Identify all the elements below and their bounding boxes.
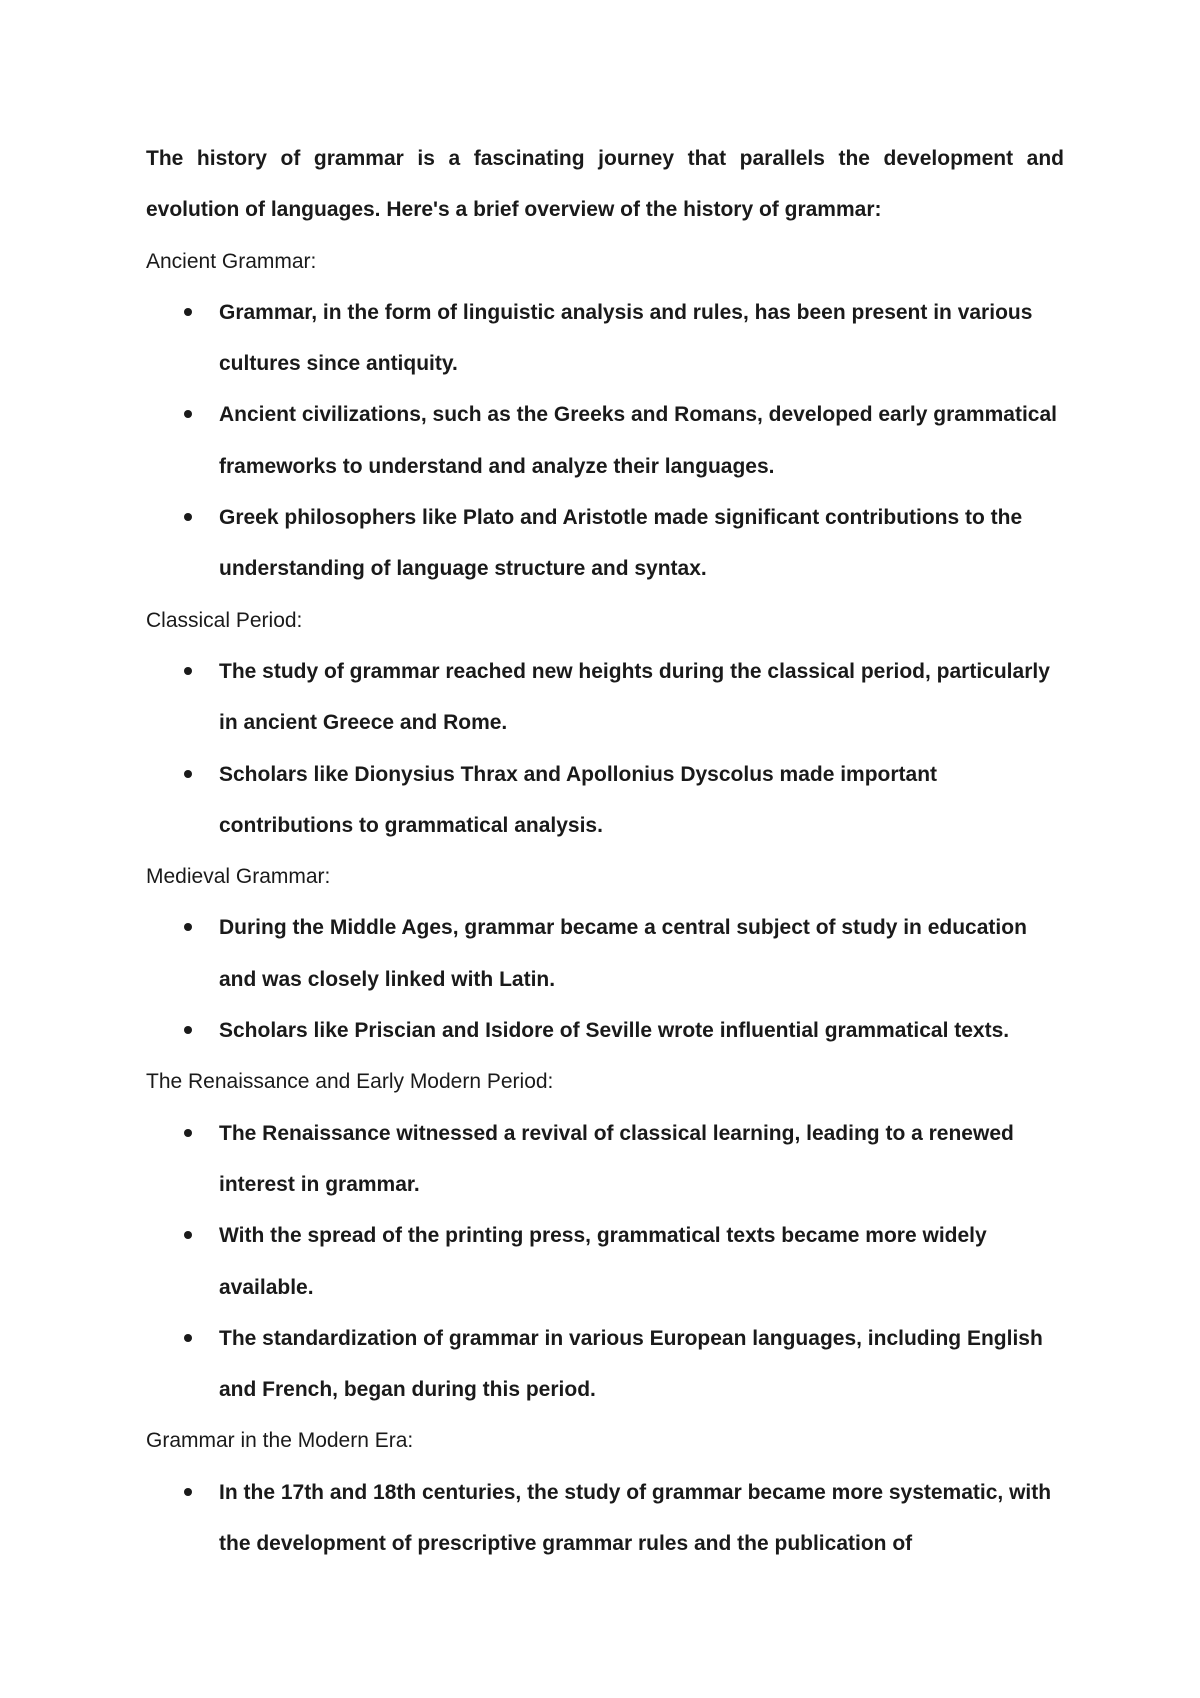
list-item bbox=[146, 1005, 1064, 1056]
list-item bbox=[146, 902, 1064, 1005]
bullet-icon bbox=[184, 667, 192, 675]
list-item-text: Scholars like Dionysius Thrax and Apollonius Dyscolus made important contributions to grammatical analysis. bbox=[219, 762, 938, 837]
bullet-list-medieval-grammar bbox=[146, 902, 1064, 1056]
list-item-text: Greek philosophers like Plato and Aristotle made significant contributions to the understanding of language structure and syntax. bbox=[219, 506, 1023, 581]
bullet-icon bbox=[184, 1026, 192, 1034]
list-item bbox=[146, 1210, 1064, 1313]
bullet-list-ancient-grammar bbox=[146, 287, 1064, 595]
intro-paragraph: The history of grammar is a fascinating journey that parallels the development and evolution of languages. Here's a brief overview of the history of grammar: bbox=[146, 147, 1064, 222]
bullet-icon bbox=[184, 1231, 192, 1239]
section-heading-renaissance: The Renaissance and Early Modern Period: bbox=[146, 1070, 554, 1094]
list-item-text: The study of grammar reached new heights during the classical period, particularly in ancient Greece and Rome. bbox=[219, 659, 1050, 735]
list-item-text: Grammar, in the form of linguistic analysis and rules, has been present in various cultures since antiquity. bbox=[219, 300, 1033, 376]
section-heading-modern-era: Grammar in the Modern Era: bbox=[146, 1429, 414, 1453]
bullet-icon bbox=[184, 1488, 192, 1496]
list-item-text: In the 17th and 18th centuries, the study of grammar became more systematic, with the development of prescriptive grammar rules and the publication of bbox=[219, 1480, 1052, 1556]
bullet-list-classical-period bbox=[146, 646, 1064, 851]
list-item-text: With the spread of the printing press, grammatical texts became more widely available. bbox=[219, 1224, 987, 1299]
bullet-list-renaissance bbox=[146, 1108, 1064, 1416]
bullet-icon bbox=[184, 770, 192, 778]
list-item bbox=[146, 646, 1064, 749]
bullet-icon bbox=[184, 410, 192, 418]
bullet-list-modern-era bbox=[146, 1467, 1064, 1570]
list-item bbox=[146, 1108, 1064, 1211]
bullet-icon bbox=[184, 923, 192, 931]
bullet-icon bbox=[184, 1129, 192, 1137]
list-item bbox=[146, 287, 1064, 390]
bullet-icon bbox=[184, 513, 192, 521]
list-item bbox=[146, 389, 1064, 492]
list-item bbox=[146, 1313, 1064, 1416]
section-heading-ancient-grammar: Ancient Grammar: bbox=[146, 249, 317, 273]
list-item-text: The standardization of grammar in various European languages, including English and French, began during this period. bbox=[219, 1326, 1043, 1402]
list-item-text: During the Middle Ages, grammar became a central subject of study in education and was closely linked with Latin. bbox=[219, 916, 1027, 991]
list-item-text: Ancient civilizations, such as the Greeks and Romans, developed early grammatical frameworks to understand and analyze their languages. bbox=[219, 403, 1057, 478]
list-item bbox=[146, 492, 1064, 595]
list-item bbox=[146, 1467, 1064, 1570]
list-item-text: Scholars like Priscian and Isidore of Seville wrote influential grammatical texts. bbox=[219, 1019, 1010, 1043]
section-heading-classical-period: Classical Period: bbox=[146, 608, 303, 632]
section-heading-medieval-grammar: Medieval Grammar: bbox=[146, 865, 331, 889]
bullet-icon bbox=[184, 1334, 192, 1342]
bullet-icon bbox=[184, 308, 192, 316]
list-item-text: The Renaissance witnessed a revival of classical learning, leading to a renewed interest in grammar. bbox=[219, 1121, 1014, 1196]
list-item bbox=[146, 749, 1064, 852]
document-body bbox=[146, 133, 1064, 1569]
